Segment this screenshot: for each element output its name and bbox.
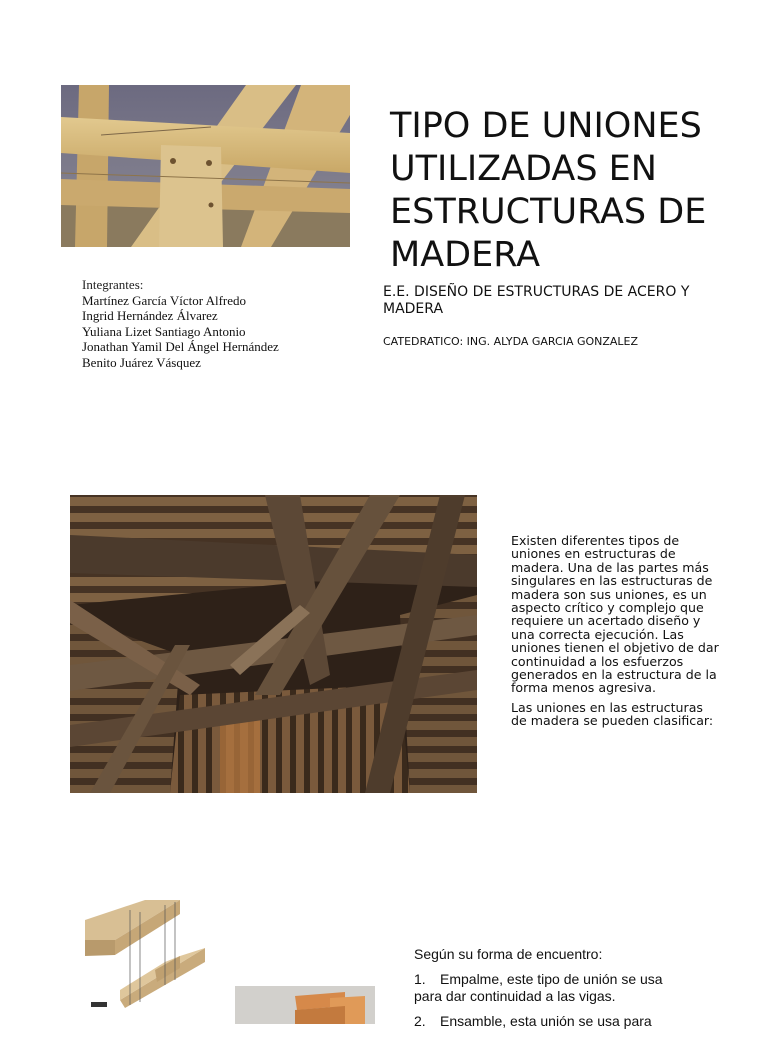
intro-paragraph: Las uniones en las estructuras de madera se pueden clasificar: <box>511 699 714 729</box>
list-item-number: 2. <box>414 1013 426 1029</box>
intro-paragraph: Existen diferentes tipos de uniones en estructuras de madera. Una de las partes más singulares en las estructuras de madera son sus uniones, es un aspecto crítico y complejo que requiere un acertado diseño y una correcta ejecución. Las uniones tienen el objetivo de dar continuidad a los esfuerzos generados en la estructura de la forma menos agresiva. <box>511 533 719 696</box>
roof-truss-photo <box>70 495 477 793</box>
team-member: Benito Juárez Vásquez <box>82 354 201 370</box>
list-item-text: Ensamble, esta unión se usa para <box>440 1013 652 1029</box>
corner-joint-photo <box>235 986 375 1024</box>
team-member: Jonathan Yamil Del Ángel Hernández <box>82 339 279 354</box>
scarf-joint-diagram <box>85 900 213 1010</box>
course-name: E.E. DISEÑO DE ESTRUCTURAS DE ACERO Y MADERA <box>383 284 690 317</box>
team-member: Yuliana Lizet Santiago Antonio <box>82 323 246 339</box>
timber-frame-photo <box>61 85 350 247</box>
team-member: Ingrid Hernández Álvarez <box>82 308 218 323</box>
team-members-list <box>82 277 342 370</box>
team-member: Martínez García Víctor Alfredo <box>82 292 246 308</box>
intro-text <box>511 534 721 734</box>
list-item-number: 1. <box>414 971 426 987</box>
page-title: TIPO DE UNIONES UTILIZADAS EN ESTRUCTURAS DE MADERA <box>390 106 707 275</box>
team-heading: Integrantes: <box>82 277 144 292</box>
list-item <box>414 1013 674 1030</box>
classification-heading: Según su forma de encuentro: <box>414 946 603 962</box>
professor-name: CATEDRATICO: ING. ALYDA GARCIA GONZALEZ <box>383 335 639 348</box>
list-item <box>414 971 674 1005</box>
list-item-text: Empalme, este tipo de unión se usa para dar continuidad a las vigas. <box>414 971 663 1004</box>
joint-classification <box>414 946 674 1038</box>
